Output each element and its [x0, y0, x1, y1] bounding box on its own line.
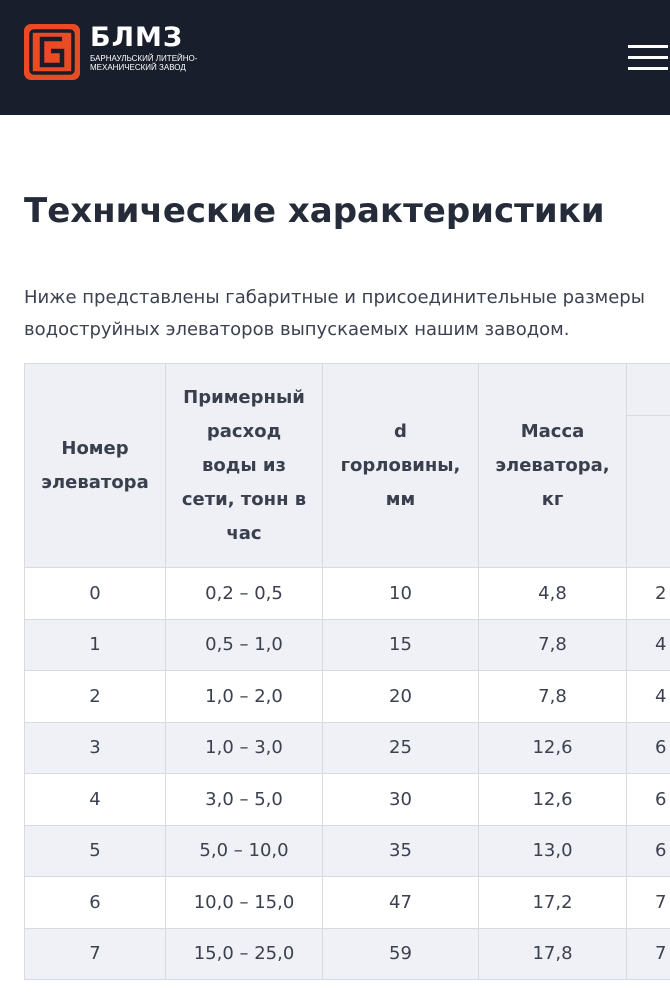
logo-name[interactable]: БЛМЗ: [90, 22, 184, 53]
table-cell-number: 3: [25, 722, 166, 774]
table-cell-mass: 17,8: [479, 928, 627, 980]
table-row: [25, 671, 670, 723]
intro-line-1: Ниже представлены габаритные и присоединительные размеры: [24, 287, 645, 308]
specs-table-scroll[interactable]: [24, 363, 670, 999]
table-row: [25, 774, 670, 826]
table-cell-throat: 35: [323, 825, 479, 877]
table-cell-flow: 15,0 – 25,0: [166, 928, 323, 980]
table-cell-throat: 30: [323, 774, 479, 826]
table-cell-number: 0: [25, 568, 166, 620]
table-cell-flow: 1,0 – 3,0: [166, 722, 323, 774]
table-cell-mass: 4,8: [479, 568, 627, 620]
table-row: [25, 619, 670, 671]
table-cell-next: 6: [627, 722, 670, 774]
intro-text: [24, 282, 670, 346]
table-cell-flow: 3,0 – 5,0: [166, 774, 323, 826]
menu-bar: [628, 67, 668, 70]
table-cell-flow: 0,2 – 0,5: [166, 568, 323, 620]
table-cell-next: 6: [627, 774, 670, 826]
table-cell-number: 7: [25, 928, 166, 980]
table-cell-mass: 7,8: [479, 619, 627, 671]
table-cell-next: 7: [627, 928, 670, 980]
table-header-row: [25, 364, 670, 416]
table-cell-throat: 25: [323, 722, 479, 774]
table-row: [25, 928, 670, 980]
table-cell-mass: 12,6: [479, 774, 627, 826]
table-cell-next: 4: [627, 619, 670, 671]
column-header-clipped: [627, 416, 670, 568]
table-cell-number: 1: [25, 619, 166, 671]
table-row: [25, 568, 670, 620]
table-cell-number: 6: [25, 877, 166, 929]
page-title: Технические характеристики: [24, 191, 605, 231]
hamburger-menu-icon[interactable]: [626, 43, 670, 73]
table-cell-flow: 0,5 – 1,0: [166, 619, 323, 671]
table-cell-mass: 12,6: [479, 722, 627, 774]
table-cell-number: 5: [25, 825, 166, 877]
table-cell-throat: 59: [323, 928, 479, 980]
table-cell-flow: 5,0 – 10,0: [166, 825, 323, 877]
table-row: [25, 877, 670, 929]
column-header-throat: d горловины, мм: [323, 364, 479, 568]
table-cell-next: 7: [627, 877, 670, 929]
specs-table: [24, 363, 670, 980]
table-row: [25, 722, 670, 774]
table-cell-next: 6: [627, 825, 670, 877]
table-cell-mass: 7,8: [479, 671, 627, 723]
table-cell-number: 2: [25, 671, 166, 723]
column-header-mass: Масса элеватора, кг: [479, 364, 627, 568]
table-cell-number: 4: [25, 774, 166, 826]
table-cell-next: 2: [627, 568, 670, 620]
table-cell-flow: 1,0 – 2,0: [166, 671, 323, 723]
table-row: [25, 825, 670, 877]
menu-bar: [628, 56, 668, 59]
table-cell-throat: 10: [323, 568, 479, 620]
table-cell-throat: 47: [323, 877, 479, 929]
column-header-flow: Примерный расход воды из сети, тонн в час: [166, 364, 323, 568]
table-cell-next: 4: [627, 671, 670, 723]
table-cell-throat: 20: [323, 671, 479, 723]
table-cell-mass: 17,2: [479, 877, 627, 929]
logo-subtitle: БАРНАУЛЬСКИЙ ЛИТЕЙНО-МЕХАНИЧЕСКИЙ ЗАВОД: [90, 54, 198, 72]
site-header: [0, 0, 670, 115]
intro-line-2: водоструйных элеваторов выпускаемых нашим заводом.: [24, 319, 570, 340]
column-header-group-clipped: [627, 364, 670, 416]
table-cell-flow: 10,0 – 15,0: [166, 877, 323, 929]
table-cell-mass: 13,0: [479, 825, 627, 877]
table-cell-throat: 15: [323, 619, 479, 671]
menu-bar: [628, 45, 668, 48]
table-body: [25, 568, 670, 980]
column-header-number: Номер элеватора: [25, 364, 166, 568]
logo-icon[interactable]: [24, 24, 80, 80]
